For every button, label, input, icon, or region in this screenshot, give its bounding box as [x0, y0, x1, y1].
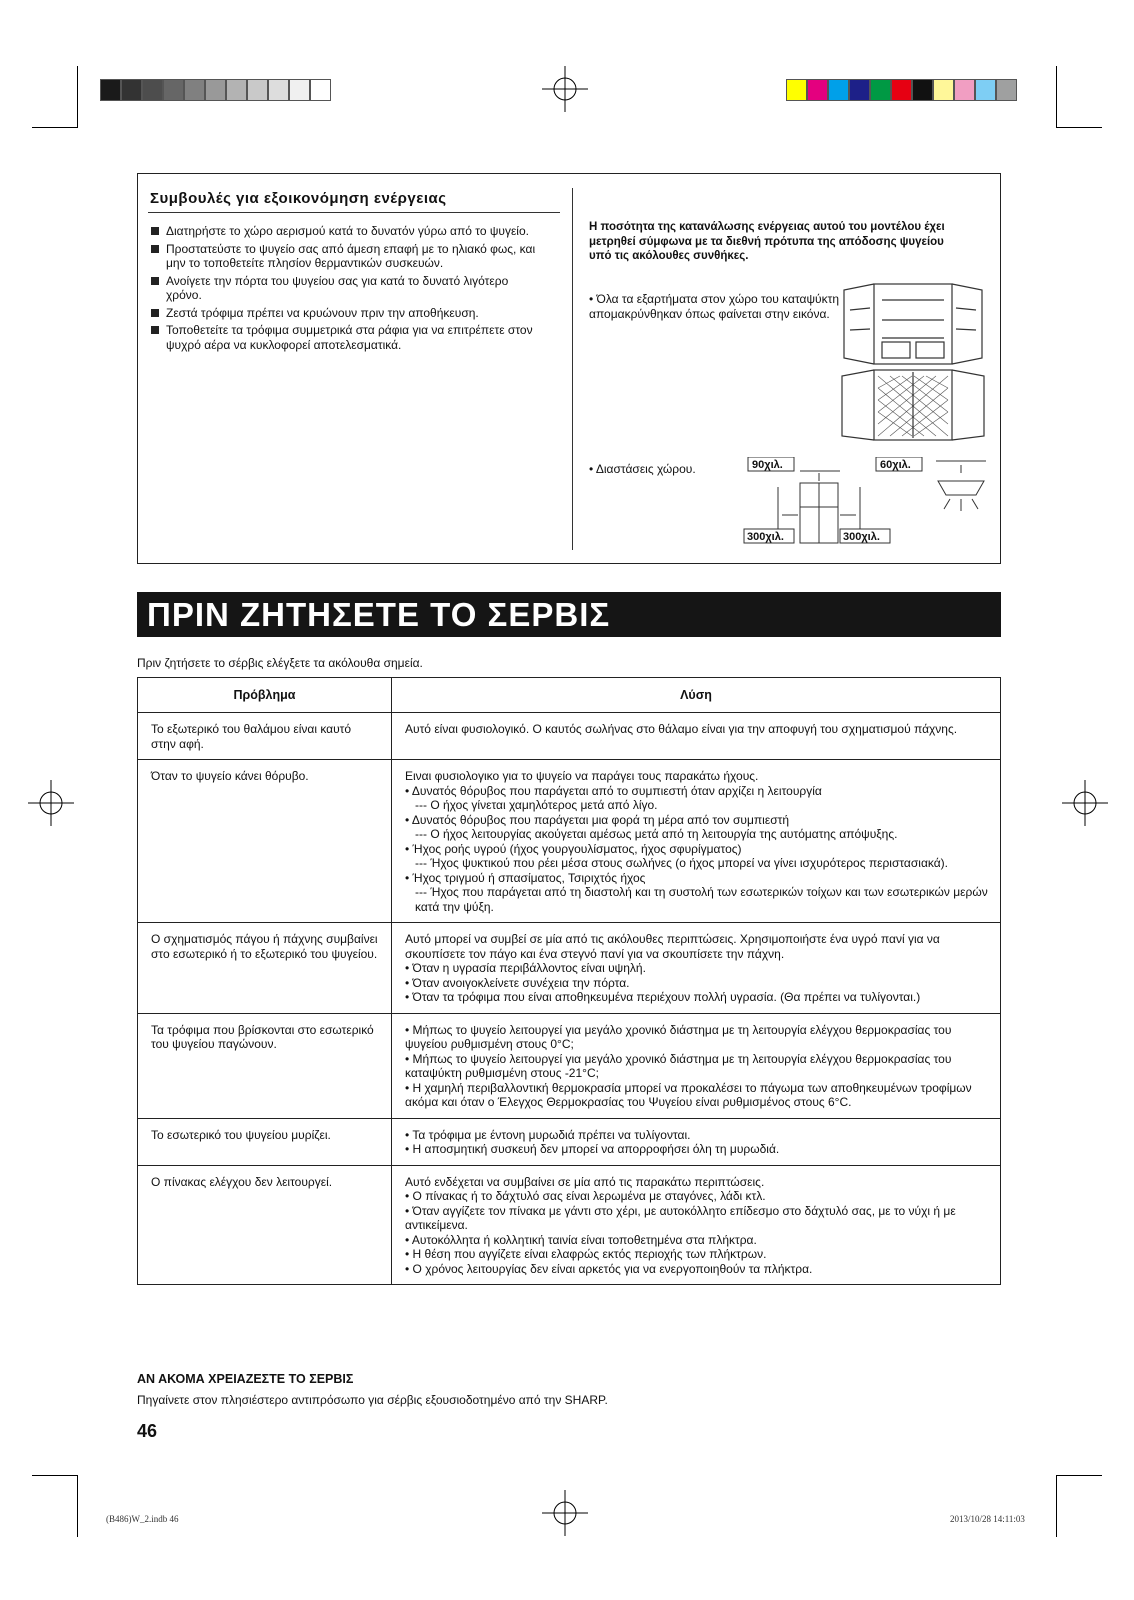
solution-line: • Δυνατός θόρυβος που παράγεται μια φορά τη μέρα από τον συμπιεστή	[405, 812, 790, 827]
measurement-heading: Η ποσότητα της κατανάλωσης ενέργειας αυτού του μοντέλου έχει μετρηθεί σύμφωνα με τα διεθνή πρότυπα της απόδοσης ψυγείου υπό τις ακόλουθες συνθήκες.	[589, 221, 945, 262]
registration-mark-right	[1062, 780, 1108, 826]
tips-title-rule	[148, 212, 560, 213]
tip-item: Τοποθετείτε τα τρόφιμα συμμετρικά στα ράφια για να επιτρέπετε στον ψυχρό αέρα να κυκλοφορεί αποτελεσματικά.	[150, 323, 542, 352]
problem-cell: Ο σχηματισμός πάγου ή πάχνης συμβαίνει στο εσωτερικό ή το εξωτερικό του ψυγείου.	[138, 923, 392, 1014]
solution-line: • Όταν ανοιγοκλείνετε συνέχεια την πόρτα.	[405, 975, 630, 990]
solution-line: Αυτό μπορεί να συμβεί σε μία από τις ακόλουθες περιπτώσεις. Χρησιμοποιήστε ένα υγρό πανί για να σκουπίσετε τον πάγο και ένα στεγνό πανί για να σκουπίσετε την πάχνη.	[405, 932, 940, 961]
gray-swatch	[310, 79, 331, 101]
solution-line: • Αυτοκόλλητα ή κολλητική ταινία είναι τοποθετημένα στα πλήκτρα.	[405, 1232, 757, 1247]
color-calibration-bar	[786, 79, 1017, 101]
table-row	[138, 1013, 1001, 1118]
solution-line: --- Ήχος ψυκτικού που ρέει μέσα στους σωλήνες (ο ήχος μπορεί να γίνει ισχυρότερος περιστασιακά).	[415, 856, 948, 870]
dim-left-label: 300χιλ.	[747, 531, 784, 543]
tip-item: Ανοίγετε την πόρτα του ψυγείου σας για κατά το δυνατό λιγότερο χρόνο.	[150, 274, 542, 303]
solution-line: • Δυνατός θόρυβος που παράγεται από το συμπιεστή όταν αρχίζει η λειτουργία	[405, 783, 822, 798]
color-swatch	[870, 79, 891, 101]
registration-mark-bottom	[542, 1490, 588, 1536]
table-row	[138, 760, 1001, 923]
solution-line: • Τα τρόφιμα με έντονη μυρωδιά πρέπει να τυλίγονται.	[405, 1127, 691, 1142]
problem-column-header: Πρόβλημα	[138, 678, 392, 713]
solution-line: • Όταν η υγρασία περιβάλλοντος είναι υψηλή.	[405, 961, 646, 975]
problem-cell: Ο πίνακας ελέγχου δεν λειτουργεί.	[138, 1165, 392, 1285]
page-number: 46	[137, 1421, 158, 1441]
accessories-note: • Όλα τα εξαρτήματα στον χώρο του καταψύκτη απομακρύνθηκαν όπως φαίνεται στην εικόνα.	[589, 292, 839, 321]
fridge-open-illustration	[838, 280, 988, 445]
solution-line: Αυτό ενδέχεται να συμβαίνει σε μία από τις παρακάτω περιπτώσεις.	[405, 1174, 765, 1189]
tips-list	[150, 224, 542, 355]
solution-line: • Όταν αγγίζετε τον πίνακα με γάντι στο χέρι, με αυτοκόλλητο επίδεσμο στο δάχτυλό σας, με το νύχι ή με αντικείμενα.	[405, 1203, 956, 1232]
solution-line: • Μήπως το ψυγείο λειτουργεί για μεγάλο χρονικό διάστημα με τη λειτουργία ελέγχου θερμοκρασίας του καταψύκτη ρυθμισμένη στους -21°C;	[405, 1051, 952, 1080]
gray-swatch	[184, 79, 205, 101]
gray-swatch	[163, 79, 184, 101]
gray-swatch	[100, 79, 121, 101]
problem-cell: Το εξωτερικό του θαλάμου είναι καυτό στην αφή.	[138, 713, 392, 760]
solution-line: • Η αποσμητική συσκευή δεν μπορεί να απορροφήσει όλη τη μυρωδιά.	[405, 1142, 780, 1156]
tip-item: Διατηρήστε το χώρο αερισμού κατά το δυνατόν γύρω από το ψυγείο.	[150, 224, 542, 239]
color-swatch	[996, 79, 1017, 101]
registration-mark-top	[542, 66, 588, 112]
solution-cell	[392, 1165, 1001, 1285]
troubleshooting-table	[137, 677, 1001, 1285]
color-swatch	[933, 79, 954, 101]
still-need-service-title: ΑΝ ΑΚΟΜΑ ΧΡΕΙΑΖΕΣΤΕ ΤΟ ΣΕΡΒΙΣ	[137, 1372, 354, 1386]
color-swatch	[912, 79, 933, 101]
energy-tips-box	[137, 173, 1001, 564]
color-swatch	[828, 79, 849, 101]
print-timestamp: 2013/10/28 14:11:03	[950, 1514, 1025, 1524]
solution-line: • Η θέση που αγγίζετε είναι ελαφρώς εκτός περιοχής των πλήκτρων.	[405, 1247, 767, 1261]
solution-line: • Όταν τα τρόφιμα που είναι αποθηκευμένα περιέχουν πολλή υγρασία. (Θα πρέπει να τυλίγονται.)	[405, 990, 921, 1004]
table-row	[138, 1165, 1001, 1285]
gray-swatch	[226, 79, 247, 101]
gray-swatch	[268, 79, 289, 101]
color-swatch	[786, 79, 807, 101]
solution-cell	[392, 1013, 1001, 1118]
tip-item: Ζεστά τρόφιμα πρέπει να κρυώνουν πριν την αποθήκευση.	[150, 306, 542, 321]
color-swatch	[849, 79, 870, 101]
tips-title: Συμβουλές για εξοικονόμηση ενέργειας	[150, 190, 447, 207]
solution-cell	[392, 713, 1001, 760]
section-heading: ΠΡΙΝ ΖΗΤΗΣΕΤΕ ΤΟ ΣΕΡΒΙΣ	[137, 592, 1001, 637]
gray-swatch	[247, 79, 268, 101]
space-dimensions-illustration	[740, 457, 990, 547]
still-need-service-text: Πηγαίνετε στον πλησιέστερο αντιπρόσωπο για σέρβις εξουσιοδοτημένο από την SHARP.	[137, 1393, 608, 1407]
table-header-row	[138, 678, 1001, 713]
section-intro: Πριν ζητήσετε το σέρβις ελέγξετε τα ακόλουθα σημεία.	[137, 656, 423, 670]
gray-swatch	[142, 79, 163, 101]
color-swatch	[975, 79, 996, 101]
gray-swatch	[121, 79, 142, 101]
solution-cell	[392, 923, 1001, 1014]
solution-line: • Ο χρόνος λειτουργίας δεν είναι αρκετός για να ενεργοποιηθούν τα πλήκτρα.	[405, 1261, 813, 1276]
table-row	[138, 923, 1001, 1014]
gray-calibration-bar	[100, 79, 331, 101]
print-file-name: (B486)W_2.indb 46	[106, 1514, 179, 1524]
solution-line: • Ο πίνακας ή το δάχτυλό σας είναι λερωμένα με σταγόνες, λάδι κτλ.	[405, 1189, 766, 1203]
color-swatch	[891, 79, 912, 101]
solution-line: • Μήπως το ψυγείο λειτουργεί για μεγάλο χρονικό διάστημα με τη λειτουργία ελέγχου θερμοκρασίας του ψυγείου ρυθμισμένη στους 0°C;	[405, 1022, 952, 1051]
table-row	[138, 1118, 1001, 1165]
dim-top-label: 90χιλ.	[752, 459, 783, 471]
registration-mark-left	[28, 780, 74, 826]
color-swatch	[807, 79, 828, 101]
solution-line: Αυτό είναι φυσιολογικό. Ο καυτός σωλήνας στο θάλαμο είναι για την αποφυγή του σχηματισμού πάχνης.	[405, 722, 958, 736]
solution-line: --- Ο ήχος λειτουργίας ακούγεται αμέσως μετά από τη λειτουργία της αυτόματης απόψυξης.	[415, 827, 898, 841]
solution-line: --- Ήχος που παράγεται από τη διαστολή και τη συστολή των εσωτερικών τοίχων και των εσωτερικών μερών κατά την ψύξη.	[415, 885, 988, 914]
gray-swatch	[205, 79, 226, 101]
solution-cell	[392, 760, 1001, 923]
problem-cell: Το εσωτερικό του ψυγείου μυρίζει.	[138, 1118, 392, 1165]
dim-top-right-label: 60χιλ.	[880, 459, 911, 471]
dim-right-label: 300χιλ.	[843, 531, 880, 543]
solution-line: • Ήχος ροής υγρού (ήχος γουργουλίσματος, ήχος σφυρίγματος)	[405, 841, 742, 856]
problem-cell: Τα τρόφιμα που βρίσκονται στο εσωτερικό του ψυγείου παγώνουν.	[138, 1013, 392, 1118]
gray-swatch	[289, 79, 310, 101]
solution-line: • Ήχος τριγμού ή σπασίματος, Τσιριχτός ήχος	[405, 870, 646, 885]
solution-line: Ειναι φυσιολογικο για το ψυγείο να παράγει τους παρακάτω ήχους.	[405, 769, 759, 783]
solution-column-header: Λύση	[392, 678, 1001, 713]
color-swatch	[954, 79, 975, 101]
tip-item: Προστατεύστε το ψυγείο σας από άμεση επαφή με το ηλιακό φως, και μην το τοποθετείτε πλησίον θερμαντικών συσκευών.	[150, 242, 542, 271]
solution-line: --- Ο ήχος γίνεται χαμηλότερος μετά από λίγο.	[415, 798, 658, 812]
space-note: • Διαστάσεις χώρου.	[589, 462, 696, 476]
tips-divider	[572, 188, 573, 550]
solution-cell	[392, 1118, 1001, 1165]
solution-line: • Η χαμηλή περιβαλλοντική θερμοκρασία μπορεί να προκαλέσει το πάγωμα των αποθηκευμένων τροφίμων ακόμα και όταν ο Έλεγχος Θερμοκρασίας του Ψυγείου είναι ρυθμισμένος στους 6°C.	[405, 1080, 972, 1109]
table-row	[138, 713, 1001, 760]
problem-cell: Όταν το ψυγείο κάνει θόρυβο.	[138, 760, 392, 923]
